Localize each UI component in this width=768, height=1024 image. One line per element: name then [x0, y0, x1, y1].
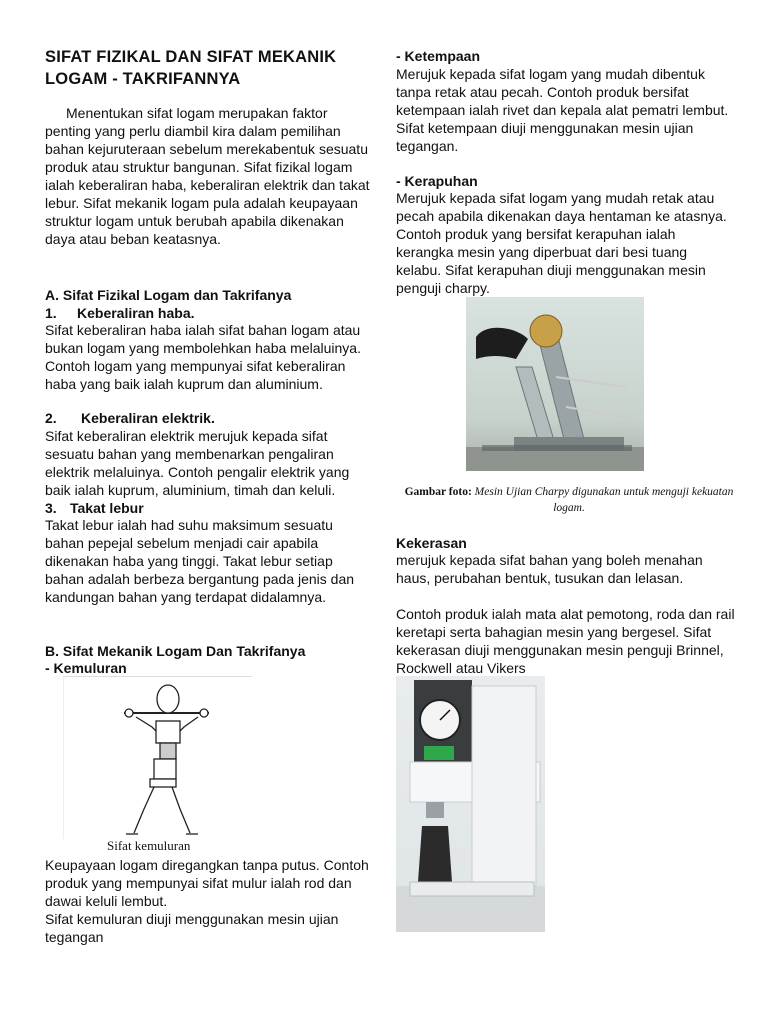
kekerasan-body: merujuk kepada sifat bahan yang boleh menahan haus, perubahan bentuk, tusukan dan lelasan. [396, 552, 703, 586]
a2-heading [45, 409, 375, 427]
charpy-photo-caption [404, 484, 734, 516]
a1-heading [45, 304, 375, 322]
kekerasan-heading: Kekerasan [396, 535, 467, 551]
a3-number: 3. [45, 500, 57, 516]
ductility-illustration [63, 676, 252, 839]
page-title: SIFAT FIZIKAL DAN SIFAT MEKANIK LOGAM - TAKRIFANNYA [45, 48, 337, 88]
a3-title: Takat lebur [70, 500, 144, 516]
b1-body: Keupayaan logam diregangkan tanpa putus. Contoh produk yang mempunyai sifat mulur ialah rod dan dawai keluli lembut. [45, 857, 369, 909]
figure-caption: Sifat kemuluran [107, 838, 191, 853]
a3-heading [45, 499, 375, 517]
a1-body: Sifat keberaliran haba ialah sifat bahan logam atau bukan logam yang membolehkan haba melaluinya. Contoh logam yang mempunyai sifat keberaliran haba yang baik ialah kuprum dan aluminium. [45, 322, 361, 392]
hardness-tester-photo [396, 676, 545, 932]
ketempaan-body: Merujuk kepada sifat logam yang mudah dibentuk tanpa retak atau pecah. Contoh produk bersifat ketempaan ialah rivet dan kepala alat pematri lembut. Sifat ketempaan diuji menggunakan mesin ujian tegangan. [396, 66, 729, 154]
charpy-machine-photo [466, 297, 644, 471]
a1-title: Keberaliran haba. [77, 305, 195, 321]
b1-heading: - Kemuluran [45, 660, 127, 676]
stretching-figure-icon [64, 677, 252, 839]
a3-body: Takat lebur ialah had suhu maksimum sesuatu bahan pepejal sebelum menjadi cair apabila dikenakan haba yang tinggi. Takat lebur setiap bahan adalah berbeza bergantung pada jenis dan kandungan bahan yang terdapat didalamnya. [45, 517, 355, 605]
b1-test: Sifat kemuluran diuji menggunakan mesin ujian tegangan [45, 911, 339, 945]
kerapuhan-body: Merujuk kepada sifat logam yang mudah retak atau pecah apabila dikenakan daya hentaman ke atasnya. Contoh produk yang bersifat kerapuhan ialah kerangka mesin yang diperbuat dari besi tuang kelabu. Sifat kerapuhan diuji menggunakan mesin penguji charpy. [396, 190, 727, 296]
a2-title: Keberaliran elektrik. [81, 410, 215, 426]
a2-number: 2. [45, 410, 57, 426]
a2-body: Sifat keberaliran elektrik merujuk kepada sifat sesuatu bahan yang membenarkan pengaliran elektrik melaluinya. Contoh pengalir elektrik yang baik ialah kuprum, aluminium, timah dan keluli. [45, 428, 350, 498]
ketempaan-heading: - Ketempaan [396, 48, 481, 64]
section-a-heading: A. Sifat Fizikal Logam dan Takrifanya [45, 287, 292, 303]
caption-text: Mesin Ujian Charpy digunakan untuk menguji kekuatan logam. [471, 486, 734, 514]
intro-paragraph: Menentukan sifat logam merupakan faktor penting yang perlu diambil kira dalam pemilihan bahan kejuruteraan sebelum merekabentuk sesuatu produk atau struktur bangunan. Sifat fizikal logam ialah keberaliran haba, keberaliran elektrik dan takat lebur. Sifat mekanik logam pula adalah keupayaan struktur logam untuk berubah apabila dikenakan daya atau beban keatasnya. [45, 105, 370, 247]
charpy-machine-icon [466, 297, 644, 471]
hardness-tester-icon [396, 676, 545, 932]
caption-label: Gambar foto: [404, 486, 472, 498]
kekerasan-example: Contoh produk ialah mata alat pemotong, roda dan rail keretapi serta bahagian mesin yang bergesel. Sifat kekerasan diuji menggunakan mesin penguji Brinnel, Rockwell atau Vikers [396, 606, 735, 676]
section-b-heading: B. Sifat Mekanik Logam Dan Takrifanya [45, 643, 306, 659]
kerapuhan-heading: - Kerapuhan [396, 173, 478, 189]
a1-number: 1. [45, 305, 57, 321]
